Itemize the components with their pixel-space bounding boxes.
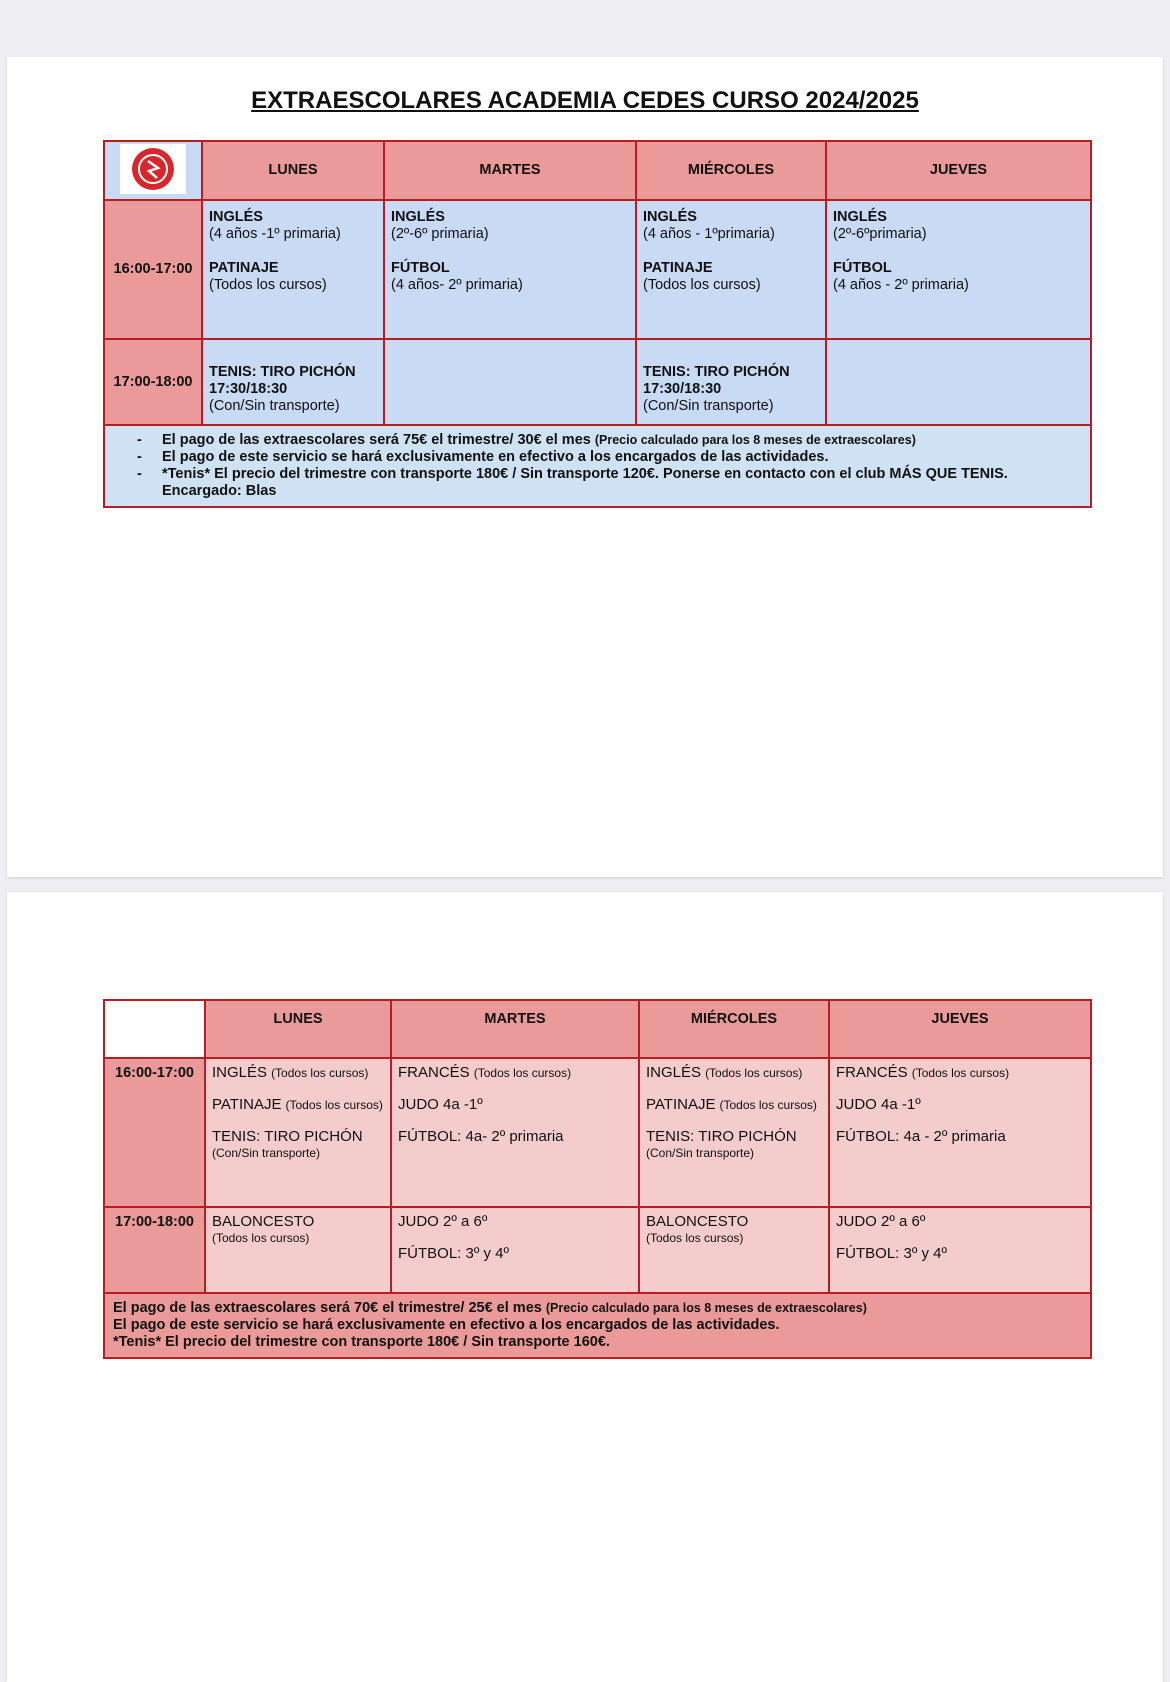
activity-name: FÚTBOL <box>391 260 450 276</box>
schedule-table-1 <box>103 140 1092 508</box>
header-martes: MARTES <box>384 141 636 200</box>
header-martes: MARTES <box>391 1000 639 1058</box>
time-slot: 16:00-17:00 <box>104 1058 205 1207</box>
activity-detail: (4 años - 1ºprimaria) <box>643 226 775 242</box>
note-item: - El pago de este servicio se hará exclusivamente en efectivo a los encargados de las actividades. <box>113 449 1082 466</box>
note-item: - *Tenis* El precio del trimestre con transporte 180€ / Sin transporte 120€. Ponerse en contacto con el club MÁS QUE TENIS. Encargado: Blas <box>113 466 1082 500</box>
activity-cell: JUDO 2º a 6º FÚTBOL: 3º y 4º <box>391 1207 639 1293</box>
empty-cell <box>826 339 1091 425</box>
note-item: El pago de las extraescolares será 70€ el trimestre/ 25€ el mes (Precio calculado para los 8 meses de extraescolares) <box>113 1300 867 1316</box>
time-slot: 17:00-18:00 <box>104 1207 205 1293</box>
activity-cell: INGLÉS (Todos los cursos) PATINAJE (Todos los cursos) TENIS: TIRO PICHÓN (Con/Sin transporte) <box>639 1058 829 1207</box>
document-page-2 <box>7 892 1163 1682</box>
header-jueves: JUEVES <box>829 1000 1091 1058</box>
activity-cell <box>636 200 826 339</box>
payment-notes <box>104 1293 1091 1358</box>
activity-detail: (2º-6º primaria) <box>391 226 489 242</box>
logo-cell <box>104 141 202 200</box>
activity-cell: FRANCÉS (Todos los cursos) JUDO 4a -1º FÚTBOL: 4a- 2º primaria <box>391 1058 639 1207</box>
activity-cell: JUDO 2º a 6º FÚTBOL: 3º y 4º <box>829 1207 1091 1293</box>
header-lunes: LUNES <box>202 141 384 200</box>
note-item: *Tenis* El precio del trimestre con transporte 180€ / Sin transporte 160€. <box>113 1334 610 1350</box>
activity-name: INGLÉS <box>209 209 263 225</box>
activity-detail: (Con/Sin transporte) <box>209 398 340 414</box>
activity-cell <box>384 200 636 339</box>
activity-cell <box>202 200 384 339</box>
payment-notes <box>104 425 1091 507</box>
activity-cell: BALONCESTO (Todos los cursos) <box>639 1207 829 1293</box>
activity-cell: FRANCÉS (Todos los cursos) JUDO 4a -1º FÚTBOL: 4a - 2º primaria <box>829 1058 1091 1207</box>
activity-detail: (4 años -1º primaria) <box>209 226 341 242</box>
activity-name: INGLÉS <box>643 209 697 225</box>
activity-detail: (2º-6ºprimaria) <box>833 226 927 242</box>
activity-cell <box>826 200 1091 339</box>
schedule-table-2 <box>103 999 1092 1359</box>
academia-logo <box>120 144 186 194</box>
time-slot: 17:00-18:00 <box>104 339 202 425</box>
activity-cell <box>202 339 384 425</box>
note-item: - El pago de las extraescolares será 75€ el trimestre/ 30€ el mes (Precio calculado para los 8 meses de extraescolares) <box>113 432 1082 449</box>
page-title: EXTRAESCOLARES ACADEMIA CEDES CURSO 2024/2025 <box>251 87 919 114</box>
activity-name: FÚTBOL <box>833 260 892 276</box>
header-miercoles: MIÉRCOLES <box>636 141 826 200</box>
empty-cell <box>384 339 636 425</box>
activity-time: 17:30/18:30 <box>643 381 722 397</box>
activity-name: INGLÉS <box>391 209 445 225</box>
activity-cell <box>636 339 826 425</box>
header-jueves: JUEVES <box>826 141 1091 200</box>
activity-detail: (Todos los cursos) <box>643 277 761 293</box>
time-slot: 16:00-17:00 <box>104 200 202 339</box>
activity-name: INGLÉS <box>833 209 887 225</box>
activity-cell: INGLÉS (Todos los cursos) PATINAJE (Todos los cursos) TENIS: TIRO PICHÓN (Con/Sin transporte) <box>205 1058 391 1207</box>
document-page-1 <box>7 57 1163 877</box>
activity-time: 17:30/18:30 <box>209 381 288 397</box>
header-miercoles: MIÉRCOLES <box>639 1000 829 1058</box>
activity-detail: (Con/Sin transporte) <box>643 398 774 414</box>
activity-name: TENIS: TIRO PICHÓN <box>643 364 790 380</box>
activity-detail: (4 años- 2º primaria) <box>391 277 523 293</box>
activity-detail: (Todos los cursos) <box>209 277 327 293</box>
blank-header-cell <box>104 1000 205 1058</box>
activity-cell: BALONCESTO (Todos los cursos) <box>205 1207 391 1293</box>
header-lunes: LUNES <box>205 1000 391 1058</box>
activity-name: PATINAJE <box>209 260 279 276</box>
activity-name: PATINAJE <box>643 260 713 276</box>
note-item: El pago de este servicio se hará exclusivamente en efectivo a los encargados de las actividades. <box>113 1317 780 1333</box>
activity-detail: (4 años - 2º primaria) <box>833 277 969 293</box>
activity-name: TENIS: TIRO PICHÓN <box>209 364 356 380</box>
